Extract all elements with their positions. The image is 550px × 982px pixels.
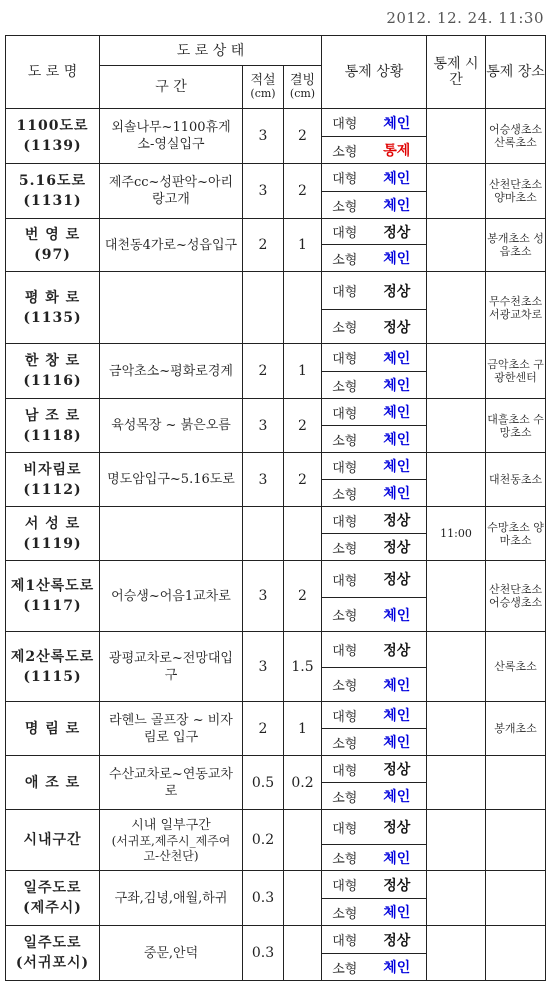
snow-depth: 0.3 bbox=[243, 926, 284, 981]
section-cell bbox=[100, 871, 243, 926]
status-small: 체인 bbox=[368, 783, 427, 810]
snow-depth: 0.2 bbox=[243, 810, 284, 871]
vehicle-large: 대형 bbox=[322, 109, 368, 137]
ice-depth: 2 bbox=[284, 164, 322, 219]
header-section: 구 간 bbox=[100, 66, 243, 109]
section-cell bbox=[100, 507, 243, 561]
status-large: 정상 bbox=[368, 507, 427, 534]
ice-depth: 1 bbox=[284, 702, 322, 756]
status-small: 체인 bbox=[368, 729, 427, 756]
road-code: (1117) bbox=[23, 598, 82, 614]
section-cell bbox=[100, 810, 243, 871]
control-time bbox=[427, 756, 486, 810]
control-time bbox=[427, 219, 486, 272]
header-road-status: 도 로 상 태 bbox=[100, 36, 322, 66]
vehicle-small: 소형 bbox=[322, 426, 368, 453]
status-large: 체인 bbox=[368, 109, 427, 137]
header-snow-depth bbox=[243, 66, 284, 109]
vehicle-small: 소형 bbox=[322, 480, 368, 507]
section-text: 명도암입구~5.16도로 bbox=[107, 472, 235, 487]
road-name-cell bbox=[6, 219, 100, 272]
section-cell bbox=[100, 632, 243, 702]
road-name: 명 림 로 bbox=[24, 720, 81, 737]
status-large: 정상 bbox=[368, 871, 427, 899]
road-name-cell bbox=[6, 702, 100, 756]
status-large: 체인 bbox=[368, 453, 427, 480]
status-large: 정상 bbox=[368, 810, 427, 845]
road-name: 애 조 로 bbox=[24, 774, 81, 791]
road-code: (1116) bbox=[23, 373, 82, 389]
road-name-cell bbox=[6, 453, 100, 507]
status-small: 정상 bbox=[368, 534, 427, 561]
table-row bbox=[6, 561, 546, 598]
status-large: 체인 bbox=[368, 702, 427, 729]
section-text: 중문,안덕 bbox=[143, 945, 199, 961]
road-name: 1100도로 bbox=[16, 118, 89, 134]
road-status-table bbox=[5, 35, 546, 981]
section-note: (서귀포,제주시_제주여고-산천단) bbox=[111, 833, 231, 863]
vehicle-large: 대형 bbox=[322, 272, 368, 310]
control-time bbox=[427, 561, 486, 632]
ice-depth: 2 bbox=[284, 561, 322, 632]
table-row bbox=[6, 507, 546, 534]
snow-depth: 0.3 bbox=[243, 871, 284, 926]
control-place: 어승생초소 산록초소 bbox=[486, 109, 546, 164]
section-cell bbox=[100, 453, 243, 507]
vehicle-large: 대형 bbox=[322, 399, 368, 426]
status-small: 체인 bbox=[368, 668, 427, 702]
control-place: 수망초소 양마초소 bbox=[486, 507, 546, 561]
road-code: (1112) bbox=[23, 481, 82, 498]
section-cell bbox=[100, 219, 243, 272]
control-place bbox=[486, 871, 546, 926]
control-place: 금악초소 구광한센터 bbox=[486, 344, 546, 399]
ice-depth: 2 bbox=[284, 399, 322, 453]
status-small: 체인 bbox=[368, 598, 427, 632]
status-large: 정상 bbox=[368, 756, 427, 783]
road-name-cell bbox=[6, 344, 100, 399]
header-snow-unit: (cm) bbox=[250, 87, 276, 100]
header-control-status: 통제 상황 bbox=[322, 36, 427, 109]
table-row bbox=[6, 453, 546, 480]
control-place bbox=[486, 810, 546, 871]
status-small: 체인 bbox=[368, 192, 427, 219]
road-code: (1115) bbox=[23, 668, 82, 685]
ice-depth: 1 bbox=[284, 344, 322, 399]
control-place bbox=[486, 756, 546, 810]
section-text: 어승생~어음1교차로 bbox=[111, 588, 231, 604]
header-snow-label: 적설 bbox=[250, 73, 276, 88]
vehicle-large: 대형 bbox=[322, 344, 368, 372]
road-name-cell bbox=[6, 561, 100, 632]
snow-depth: 3 bbox=[243, 632, 284, 702]
table-row bbox=[6, 926, 546, 954]
control-place: 산천단초소 어승생초소 bbox=[486, 561, 546, 632]
vehicle-large: 대형 bbox=[322, 871, 368, 899]
ice-depth bbox=[284, 871, 322, 926]
vehicle-small: 소형 bbox=[322, 899, 368, 926]
table-row bbox=[6, 272, 546, 310]
road-code: (제주시) bbox=[23, 900, 82, 916]
snow-depth: 3 bbox=[243, 109, 284, 164]
snow-depth: 2 bbox=[243, 702, 284, 756]
ice-depth bbox=[284, 272, 322, 344]
status-small: 체인 bbox=[368, 480, 427, 507]
vehicle-small: 소형 bbox=[322, 310, 368, 344]
road-name: 남 조 로 bbox=[24, 407, 81, 424]
section-text: 시내 일부구간 bbox=[131, 817, 211, 833]
snow-depth: 3 bbox=[243, 561, 284, 632]
vehicle-large: 대형 bbox=[322, 632, 368, 668]
table-row bbox=[6, 632, 546, 668]
vehicle-small: 소형 bbox=[322, 598, 368, 632]
header-control-time: 통제 시간 bbox=[427, 36, 486, 109]
road-name-cell bbox=[6, 871, 100, 926]
status-small: 체인 bbox=[368, 426, 427, 453]
table-row bbox=[6, 871, 546, 899]
control-place: 대흘초소 수망초소 bbox=[486, 399, 546, 453]
ice-depth: 1 bbox=[284, 219, 322, 272]
ice-depth bbox=[284, 926, 322, 981]
road-name-cell bbox=[6, 399, 100, 453]
status-small: 체인 bbox=[368, 245, 427, 272]
status-large: 체인 bbox=[368, 399, 427, 426]
control-place: 무수천초소 서광교차로 bbox=[486, 272, 546, 344]
snow-depth: 3 bbox=[243, 164, 284, 219]
vehicle-small: 소형 bbox=[322, 534, 368, 561]
status-small: 체인 bbox=[368, 372, 427, 399]
section-text: 제주cc~성판악~아리랑고개 bbox=[108, 175, 234, 207]
snow-depth: 0.5 bbox=[243, 756, 284, 810]
header-ice-unit: (cm) bbox=[289, 87, 316, 100]
road-name-cell bbox=[6, 109, 100, 164]
road-code: (1118) bbox=[23, 427, 82, 444]
snow-depth: 2 bbox=[243, 344, 284, 399]
section-cell bbox=[100, 561, 243, 632]
table-row bbox=[6, 164, 546, 192]
status-small: 통제 bbox=[368, 137, 427, 164]
section-cell bbox=[100, 702, 243, 756]
road-name: 한 창 로 bbox=[24, 353, 81, 369]
snow-depth: 3 bbox=[243, 399, 284, 453]
road-code: (1135) bbox=[23, 309, 82, 326]
vehicle-large: 대형 bbox=[322, 453, 368, 480]
road-name-cell bbox=[6, 164, 100, 219]
road-code: (97) bbox=[34, 247, 71, 263]
vehicle-large: 대형 bbox=[322, 810, 368, 845]
table-row bbox=[6, 702, 546, 729]
table-row bbox=[6, 756, 546, 783]
vehicle-large: 대형 bbox=[322, 507, 368, 534]
status-small: 체인 bbox=[368, 845, 427, 871]
control-time: 11:00 bbox=[427, 507, 486, 561]
table-row bbox=[6, 219, 546, 245]
vehicle-small: 소형 bbox=[322, 137, 368, 164]
control-time bbox=[427, 399, 486, 453]
road-name: 평 화 로 bbox=[24, 289, 81, 306]
vehicle-large: 대형 bbox=[322, 926, 368, 954]
control-time bbox=[427, 926, 486, 981]
section-cell bbox=[100, 756, 243, 810]
table-row bbox=[6, 810, 546, 845]
road-code: (1131) bbox=[23, 193, 82, 209]
road-name-cell bbox=[6, 810, 100, 871]
vehicle-small: 소형 bbox=[322, 729, 368, 756]
road-name: 5.16도로 bbox=[18, 173, 87, 189]
section-text: 금악초소~평화로경계 bbox=[109, 363, 233, 379]
road-name: 서 성 로 bbox=[24, 515, 81, 532]
road-name: 시내구간 bbox=[23, 832, 82, 848]
vehicle-large: 대형 bbox=[322, 219, 368, 245]
status-small: 체인 bbox=[368, 899, 427, 926]
section-cell bbox=[100, 272, 243, 344]
snow-depth bbox=[243, 507, 284, 561]
ice-depth: 2 bbox=[284, 109, 322, 164]
section-cell bbox=[100, 344, 243, 399]
section-text: 육성목장 ~ 붉은오름 bbox=[111, 418, 231, 433]
control-time bbox=[427, 344, 486, 399]
status-large: 정상 bbox=[368, 926, 427, 954]
ice-depth: 1.5 bbox=[284, 632, 322, 702]
snow-depth: 2 bbox=[243, 219, 284, 272]
vehicle-small: 소형 bbox=[322, 954, 368, 981]
status-large: 정상 bbox=[368, 219, 427, 245]
header-control-place: 통제 장소 bbox=[486, 36, 546, 109]
road-code: (서귀포시) bbox=[15, 955, 90, 971]
status-small: 체인 bbox=[368, 954, 427, 981]
ice-depth: 2 bbox=[284, 453, 322, 507]
section-cell bbox=[100, 399, 243, 453]
status-large: 체인 bbox=[368, 344, 427, 372]
road-code: (1119) bbox=[23, 535, 82, 552]
control-place: 봉개초소 bbox=[486, 702, 546, 756]
vehicle-small: 소형 bbox=[322, 245, 368, 272]
section-cell bbox=[100, 926, 243, 981]
control-place: 산록초소 bbox=[486, 632, 546, 702]
ice-depth: 0.2 bbox=[284, 756, 322, 810]
vehicle-large: 대형 bbox=[322, 561, 368, 598]
snow-depth bbox=[243, 272, 284, 344]
control-time bbox=[427, 632, 486, 702]
status-large: 정상 bbox=[368, 632, 427, 668]
control-time bbox=[427, 810, 486, 871]
control-time bbox=[427, 702, 486, 756]
vehicle-small: 소형 bbox=[322, 668, 368, 702]
snow-depth: 3 bbox=[243, 453, 284, 507]
status-large: 체인 bbox=[368, 164, 427, 192]
vehicle-small: 소형 bbox=[322, 845, 368, 871]
table-row bbox=[6, 399, 546, 426]
control-place: 대천동초소 bbox=[486, 453, 546, 507]
vehicle-small: 소형 bbox=[322, 783, 368, 810]
control-place: 산천단초소 양마초소 bbox=[486, 164, 546, 219]
road-name-cell bbox=[6, 632, 100, 702]
road-name: 번 영 로 bbox=[24, 227, 81, 243]
control-time bbox=[427, 272, 486, 344]
status-large: 정상 bbox=[368, 272, 427, 310]
control-time bbox=[427, 453, 486, 507]
road-name-cell bbox=[6, 272, 100, 344]
control-time bbox=[427, 109, 486, 164]
ice-depth bbox=[284, 507, 322, 561]
road-name-cell bbox=[6, 926, 100, 981]
road-name-cell bbox=[6, 756, 100, 810]
control-place: 봉개초소 성읍초소 bbox=[486, 219, 546, 272]
control-place bbox=[486, 926, 546, 981]
vehicle-large: 대형 bbox=[322, 164, 368, 192]
status-large: 정상 bbox=[368, 561, 427, 598]
status-small: 정상 bbox=[368, 310, 427, 344]
timestamp: 2012. 12. 24. 11:30 bbox=[386, 9, 544, 27]
section-text: 대천동4가로~성읍입구 bbox=[104, 237, 238, 253]
ice-depth bbox=[284, 810, 322, 871]
section-text: 수산교차로~연동교차로 bbox=[109, 766, 233, 799]
vehicle-large: 대형 bbox=[322, 756, 368, 783]
road-name: 일주도로 bbox=[23, 880, 82, 896]
table-row bbox=[6, 109, 546, 137]
table-row bbox=[6, 344, 546, 372]
section-cell bbox=[100, 109, 243, 164]
section-cell bbox=[100, 164, 243, 219]
vehicle-large: 대형 bbox=[322, 702, 368, 729]
road-rows bbox=[6, 109, 546, 981]
section-text: 광평교차로~전망대입구 bbox=[109, 650, 233, 683]
road-name: 일주도로 bbox=[23, 935, 82, 951]
road-name: 제1산록도로 bbox=[10, 578, 95, 594]
vehicle-small: 소형 bbox=[322, 372, 368, 399]
road-name: 비자림로 bbox=[23, 461, 82, 478]
section-text: 구좌,김녕,애월,하귀 bbox=[114, 890, 228, 906]
road-name: 제2산록도로 bbox=[10, 648, 95, 665]
control-time bbox=[427, 871, 486, 926]
road-code: (1139) bbox=[23, 138, 82, 154]
section-text: 라헨느 골프장 ~ 비자림로 입구 bbox=[109, 712, 233, 745]
header-road-name: 도 로 명 bbox=[6, 36, 100, 109]
header-ice bbox=[284, 66, 322, 109]
road-name-cell bbox=[6, 507, 100, 561]
section-text: 외솔나무~1100휴게소-영실입구 bbox=[111, 120, 231, 152]
vehicle-small: 소형 bbox=[322, 192, 368, 219]
control-time bbox=[427, 164, 486, 219]
header-ice-label: 결빙 bbox=[289, 73, 316, 88]
